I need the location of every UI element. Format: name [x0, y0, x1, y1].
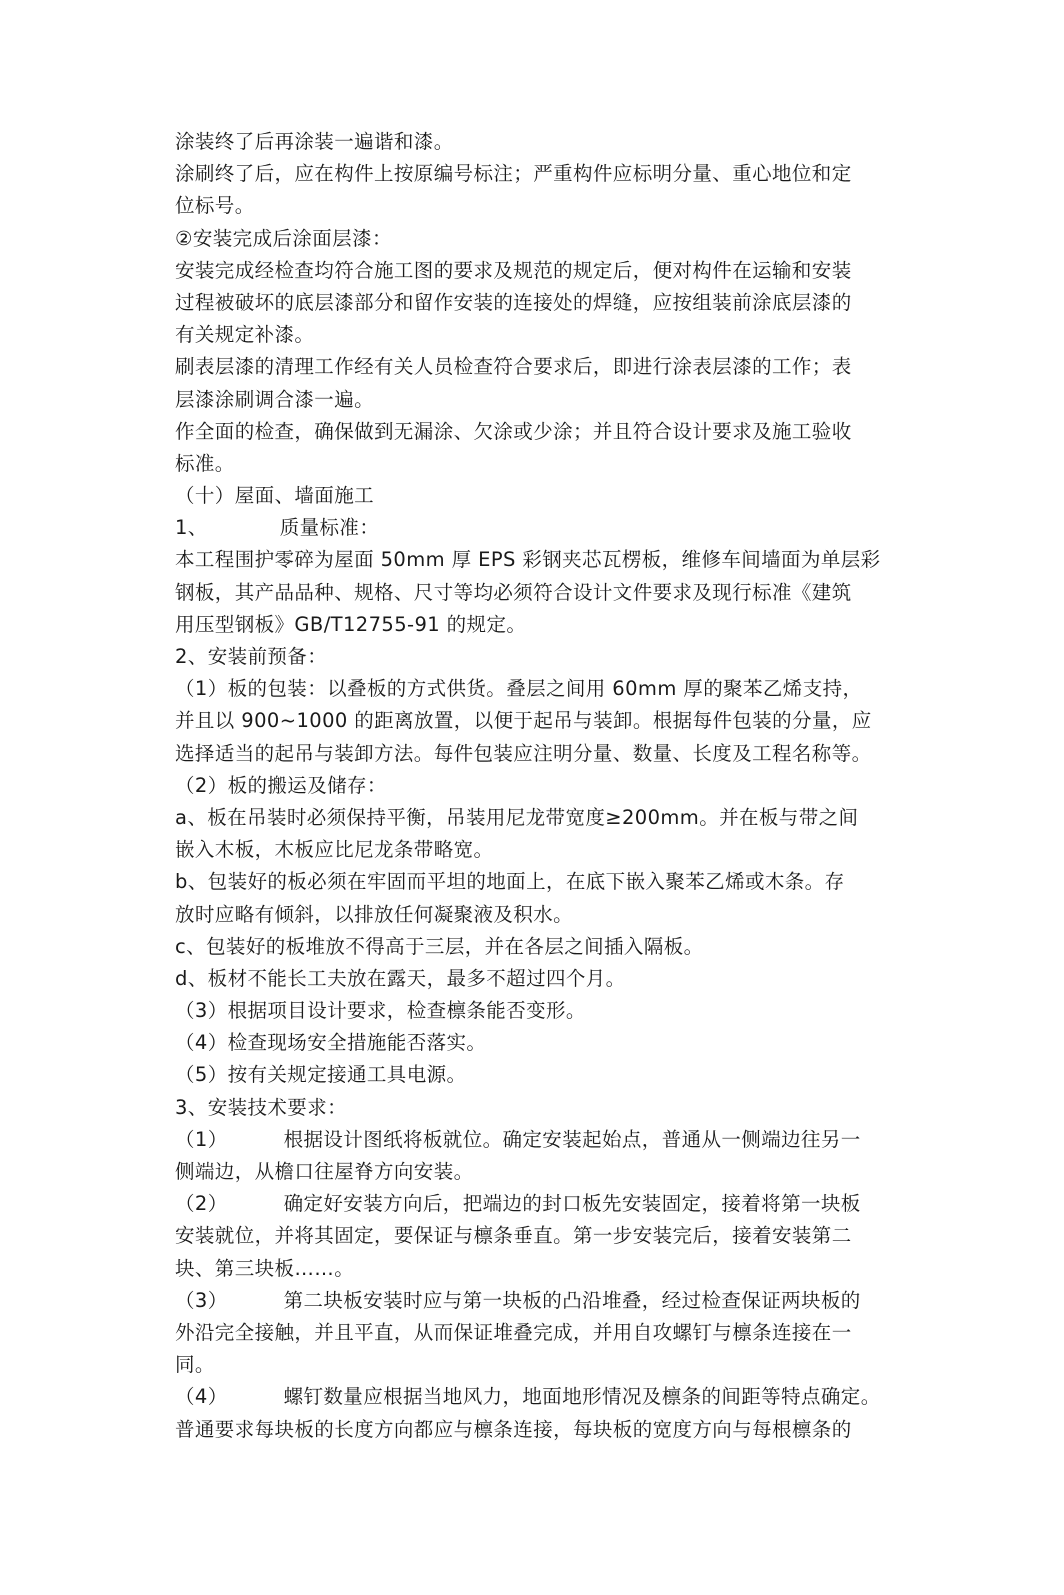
document-body — [175, 126, 887, 1446]
text-line: 本工程围护零碎为屋面 50mm 厚 EPS 彩钢夹芯瓦楞板，维修车间墙面为单层彩 — [175, 548, 881, 572]
text-line: 同。 — [175, 1353, 215, 1377]
text-line: 层漆涂刷调合漆一遍。 — [175, 387, 375, 411]
section-heading: （十）屋面、墙面施工 — [175, 484, 375, 508]
numbered-heading — [175, 512, 887, 544]
text-line: 侧端边，从檐口往屋脊方向安装。 — [175, 1160, 474, 1183]
step-number: （1） — [175, 1127, 228, 1151]
step-text: 第二块板安装时应与第一块板的凸沿堆叠，经过检查保证两块板的 — [283, 1288, 861, 1312]
text-line: 有关规定补漆。 — [175, 323, 315, 347]
text-line: （1）板的包装：以叠板的方式供货。叠层之间用 60mm 厚的聚苯乙烯支持， — [175, 677, 863, 701]
numbered-step — [175, 1124, 887, 1156]
text-line: c、包装好的板堆放不得高于三层，并在各层之间插入隔板。 — [175, 934, 704, 958]
text-line: 刷表层漆的清理工作经有关人员检查符合要求后，即进行涂表层漆的工作；表 — [175, 355, 852, 379]
text-line: 块、第三块板……。 — [175, 1256, 355, 1280]
text-line: 外沿完全接触，并且平直，从而保证堆叠完成，并用自攻螺钉与檩条连接在一 — [175, 1320, 852, 1344]
text-line: d、板材不能长工夫放在露天，最多不超过四个月。 — [175, 966, 626, 990]
text-line: 标准。 — [175, 451, 235, 475]
text-line: 并且以 900~1000 的距离放置，以便于起吊与装卸。根据每件包装的分量，应 — [175, 709, 872, 733]
text-line: 选择适当的起吊与装卸方法。每件包装应注明分量、数量、长度及工程名称等。 — [175, 741, 872, 765]
item-number: 1、 — [175, 516, 208, 540]
text-line: 过程被破坏的底层漆部分和留作安装的连接处的焊缝，应按组装前涂底层漆的 — [175, 290, 852, 314]
numbered-step — [175, 1285, 887, 1317]
step-text: 螺钉数量应根据当地风力，地面地形情况及檩条的间距等特点确定。 — [283, 1385, 881, 1409]
numbered-step — [175, 1381, 887, 1413]
text-line: 位标号。 — [175, 194, 255, 218]
step-number: （3） — [175, 1288, 228, 1312]
numbered-step — [175, 1188, 887, 1220]
text-line: a、板在吊装时必须保持平衡，吊装用尼龙带宽度≥200mm。并在板与带之间 — [175, 805, 859, 829]
item-text: 质量标准： — [279, 516, 380, 540]
text-line: 涂装终了后再涂装一遍谐和漆。 — [175, 130, 454, 153]
text-line: 普通要求每块板的长度方向都应与檩条连接，每块板的宽度方向与每根檩条的 — [175, 1417, 852, 1441]
text-line: （2）板的搬运及储存： — [175, 773, 387, 797]
text-line: 2、安装前预备： — [175, 645, 328, 668]
text-line: 用压型钢板》GB/T12755-91 的规定。 — [175, 612, 527, 636]
text-line: 安装就位，并将其固定，要保证与檩条垂直。第一步安装完后，接着安装第二 — [175, 1224, 852, 1248]
text-line: 钢板，其产品品种、规格、尺寸等均必须符合设计文件要求及现行标准《建筑 — [175, 580, 852, 604]
step-text: 确定好安装方向后，把端边的封口板先安装固定，接着将第一块板 — [283, 1192, 861, 1216]
text-line: 3、安装技术要求： — [175, 1095, 348, 1119]
text-line: 安装完成经检查均符合施工图的要求及规范的规定后，便对构件在运输和安装 — [175, 258, 852, 282]
text-line: 作全面的检查，确保做到无漏涂、欠涂或少涂；并且符合设计要求及施工验收 — [175, 419, 852, 443]
text-line: （5）按有关规定接通工具电源。 — [175, 1063, 467, 1087]
step-text: 根据设计图纸将板就位。确定安装起始点，普通从一侧端边往另一 — [283, 1127, 861, 1151]
text-line: 涂刷终了后，应在构件上按原编号标注；严重构件应标明分量、重心地位和定 — [175, 162, 852, 186]
step-number: （4） — [175, 1385, 228, 1409]
text-line: 放时应略有倾斜，以排放任何凝聚液及积水。 — [175, 902, 574, 926]
text-line: （4）检查现场安全措施能否落实。 — [175, 1031, 487, 1055]
step-number: （2） — [175, 1192, 228, 1216]
text-line: ②安装完成后涂面层漆： — [175, 226, 392, 250]
text-line: （3）根据项目设计要求，检查檩条能否变形。 — [175, 999, 586, 1023]
text-line: b、包装好的板必须在牢固而平坦的地面上，在底下嵌入聚苯乙烯或木条。存 — [175, 870, 845, 894]
text-line: 嵌入木板，木板应比尼龙条带略宽。 — [175, 838, 494, 862]
